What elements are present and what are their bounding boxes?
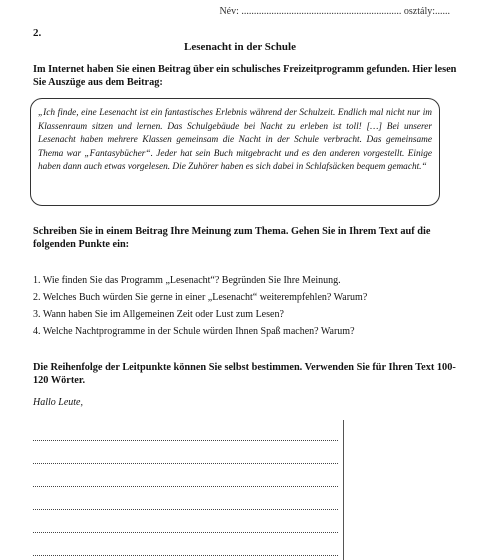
task-number: 2. <box>33 27 42 39</box>
writing-area[interactable] <box>33 420 344 560</box>
name-class-line <box>219 6 450 17</box>
intro-text: Im Internet haben Sie einen Beitrag über ein schulisches Freizeitprogramm gefunden. Hier lesen Sie Auszüge aus dem Beitrag: <box>33 64 457 88</box>
writing-line[interactable] <box>33 555 338 556</box>
quote-text: „Ich finde, eine Lesenacht ist ein fantastisches Erlebnis während der Schulzeit. Endlich mal nicht nur im Klassenraum sitzen und lernen. Das Schulgebäude bei Nacht zu erleben ist toll! […] Bei unserer Lesenacht haben mehrere Klassen gemeinsam die Nacht in der Schule verbracht. Das gemeinsame Thema war „Fantasybücher“. Jeder hat sein Buch mitgebracht und es den anderen vorgestellt. Einige haben dann auch etwas vorgelesen. Die Zuhörer haben es sich dabei in Schlafsäcken bequem gemacht.“ <box>38 108 432 172</box>
point-2: 2. Welches Buch würden Sie gerne in einer „Lesenacht“ weiterempfehlen? Warum? <box>33 292 368 303</box>
task-instructions: Schreiben Sie in einem Beitrag Ihre Meinung zum Thema. Gehen Sie in Ihrem Text auf die folgenden Punkte ein: <box>33 226 431 250</box>
class-field[interactable]: osztály:...... <box>403 6 450 17</box>
order-note: Die Reihenfolge der Leitpunkte können Sie selbst bestimmen. Verwenden Sie für Ihren Text 100-120 Wörter. <box>33 362 456 386</box>
writing-line[interactable] <box>33 463 338 464</box>
point-1: 1. Wie finden Sie das Programm „Lesenacht“? Begründen Sie Ihre Meinung. <box>33 275 341 286</box>
guiding-points <box>33 272 463 340</box>
point-3: 3. Wann haben Sie im Allgemeinen Zeit oder Lust zum Lesen? <box>33 309 284 320</box>
page-title: Lesenacht in der Schule <box>184 41 296 53</box>
writing-line[interactable] <box>33 532 338 533</box>
name-field[interactable]: ................................................................ <box>241 6 402 17</box>
writing-line[interactable] <box>33 509 338 510</box>
writing-line[interactable] <box>33 486 338 487</box>
greeting: Hallo Leute, <box>33 397 83 408</box>
quote-box <box>30 98 440 206</box>
writing-line[interactable] <box>33 440 338 441</box>
name-label: Név: <box>219 6 239 17</box>
point-4: 4. Welche Nachtprogramme in der Schule würden Ihnen Spaß machen? Warum? <box>33 326 355 337</box>
